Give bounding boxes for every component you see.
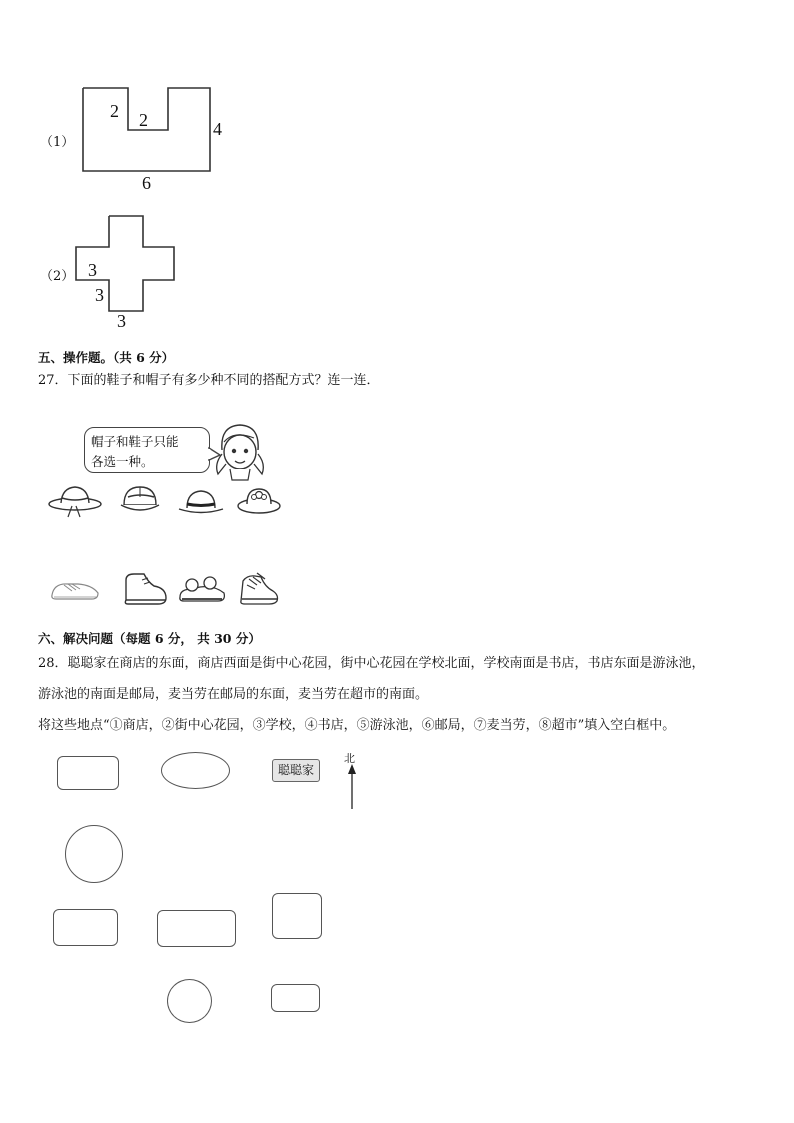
question-28-line-3: 将这些地点“①商店，②街中心花园，③学校，④书店，⑤游泳池，⑥邮局，⑦麦当劳，⑧超市”填入空白框中。: [38, 718, 676, 733]
blank-oval-row1-middle[interactable]: [161, 752, 230, 789]
blank-box-row1-left[interactable]: [57, 756, 119, 790]
figure-1-dim-inner: 2: [110, 101, 119, 121]
shoe-sneaker: [48, 575, 102, 605]
blank-circle-row2-left[interactable]: [65, 825, 123, 883]
blank-box-row3-right[interactable]: [272, 893, 322, 939]
question-28-line-1: 28．聪聪家在商店的东面，商店西面是街中心花园，街中心花园在学校北面，学校南面是书店，书店东面是游泳池，: [38, 656, 705, 671]
speech-line-1: 帽子和鞋子只能: [91, 434, 179, 449]
section-5-heading: 五、操作题。（共 6 分）: [38, 350, 175, 365]
girl-illustration: [210, 420, 270, 482]
shoe-high-top: [235, 571, 281, 607]
figure-2-label: （2）: [40, 269, 75, 284]
blank-box-row4-right[interactable]: [271, 984, 320, 1012]
figure-2-dim-arm-length: 3: [95, 285, 104, 305]
blank-circle-row4-middle[interactable]: [167, 979, 212, 1023]
figure-1-u-shape: [80, 85, 220, 175]
speech-bubble: [84, 427, 210, 473]
question-28-line-2: 游泳池的南面是邮局，麦当劳在邮局的东面，麦当劳在超市的南面。: [38, 687, 429, 702]
figure-1-dim-bottom: 6: [142, 173, 151, 193]
figure-2-dim-arm-width: 3: [88, 260, 97, 280]
figure-1-label: （1）: [40, 135, 75, 150]
speech-line-2: 各选一种。: [91, 454, 154, 469]
blank-box-row3-left[interactable]: [53, 909, 118, 946]
home-label-box: 聪聪家: [272, 759, 320, 782]
figure-1-dim-notch: 2: [139, 110, 148, 130]
blank-box-row3-middle[interactable]: [157, 910, 236, 947]
shoe-sandal: [176, 573, 228, 605]
north-label: 北: [344, 752, 355, 765]
hat-baseball-cap: [118, 483, 162, 519]
figure-2-dim-bottom: 3: [117, 311, 126, 331]
hat-sun-hat: [46, 482, 104, 520]
figure-1-dim-right: 4: [213, 119, 222, 139]
hat-fedora: [177, 486, 225, 518]
question-27: 27．下面的鞋子和帽子有多少种不同的搭配方式？连一连．: [38, 373, 380, 388]
north-arrow-icon: [346, 763, 358, 811]
hat-bonnet: [236, 484, 282, 518]
shoe-boot: [118, 570, 170, 608]
section-6-heading: 六、解决问题（每题 6 分， 共 30 分）: [38, 631, 261, 646]
